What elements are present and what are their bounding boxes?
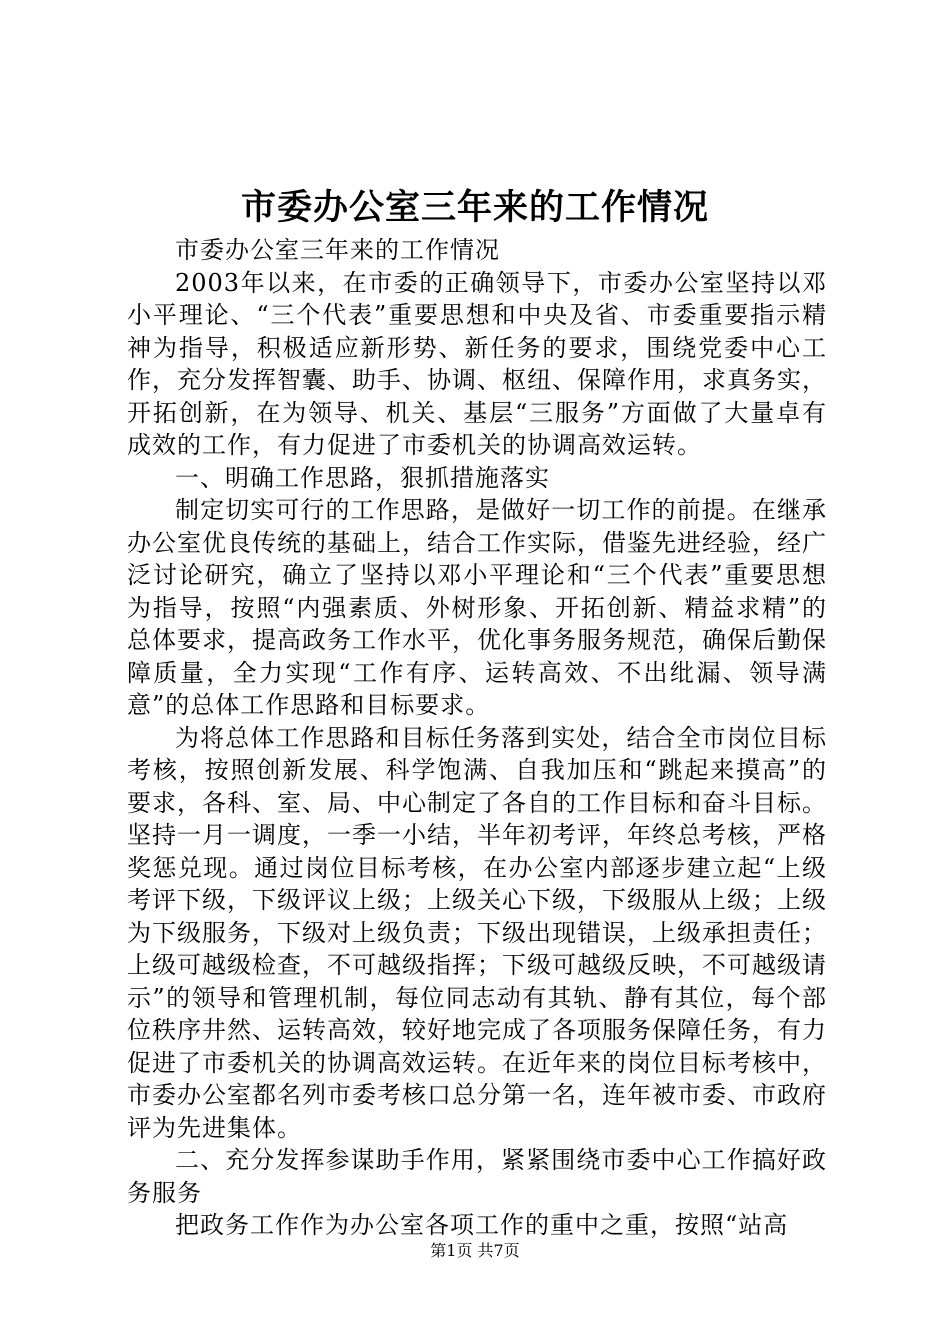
document-title: 市委办公室三年来的工作情况 xyxy=(240,187,709,228)
document-body xyxy=(127,234,827,1242)
paragraph-target-assessment: 为将总体工作思路和目标任务落到实处，结合全市岗位目标考核，按照创新发展、科学饱满、自我加压和“跳起来摸高”的要求，各科、室、局、中心制定了各自的工作目标和奋斗目标。坚持一月一调度，一季一小结，半年初考评，年终总考核，严格奖惩兑现。通过岗位目标考核，在办公室内部逐步建立起“上级考评下级，下级评议上级；上级关心下级，下级服从上级；上级为下级服务，下级对上级负责；下级出现错误，上级承担责任；上级可越级检查，不可越级指挥；下级可越级反映，不可越级请示”的领导和管理机制，每位同志动有其轨、静有其位，每个部位秩序井然、运转高效，较好地完成了各项服务保障任务，有力促进了市委机关的协调高效运转。在近年来的岗位目标考核中，市委办公室都名列市委考核口总分第一名，连年被市委、市政府评为先进集体。 xyxy=(127,723,827,1142)
section-heading-2: 二、充分发挥参谋助手作用，紧紧围绕市委中心工作搞好政务服务 xyxy=(127,1146,827,1207)
paragraph-work-approach: 制定切实可行的工作思路，是做好一切工作的前提。在继承办公室优良传统的基础上，结合工作实际，借鉴先进经验，经广泛讨论研究，确立了坚持以邓小平理论和“三个代表”重要思想为指导，按照“内强素质、外树形象、开拓创新、精益求精”的总体要求，提高政务工作水平，优化事务服务规范，确保后勤保障质量，全力实现“工作有序、运转高效、不出纰漏、领导满意”的总体工作思路和目标要求。 xyxy=(127,496,827,719)
paragraph-government-affairs: 把政务工作作为办公室各项工作的重中之重，按照“站高 xyxy=(175,1211,789,1239)
paragraph-intro: 2003年以来，在市委的正确领导下，市委办公室坚持以邓小平理论、“三个代表”重要思想和中央及省、市委重要指示精神为指导，积极适应新形势、新任务的要求，围绕党委中心工作，充分发挥智囊、助手、协调、枢纽、保障作用，求真务实，开拓创新，在为领导、机关、基层“三服务”方面做了大量卓有成效的工作，有力促进了市委机关的协调高效运转。 xyxy=(127,268,827,459)
page-number-footer: 第1页 共7页 xyxy=(430,1241,520,1260)
paragraph-subtitle: 市委办公室三年来的工作情况 xyxy=(175,236,500,264)
section-heading-1: 一、明确工作思路，狠抓措施落实 xyxy=(175,463,550,492)
